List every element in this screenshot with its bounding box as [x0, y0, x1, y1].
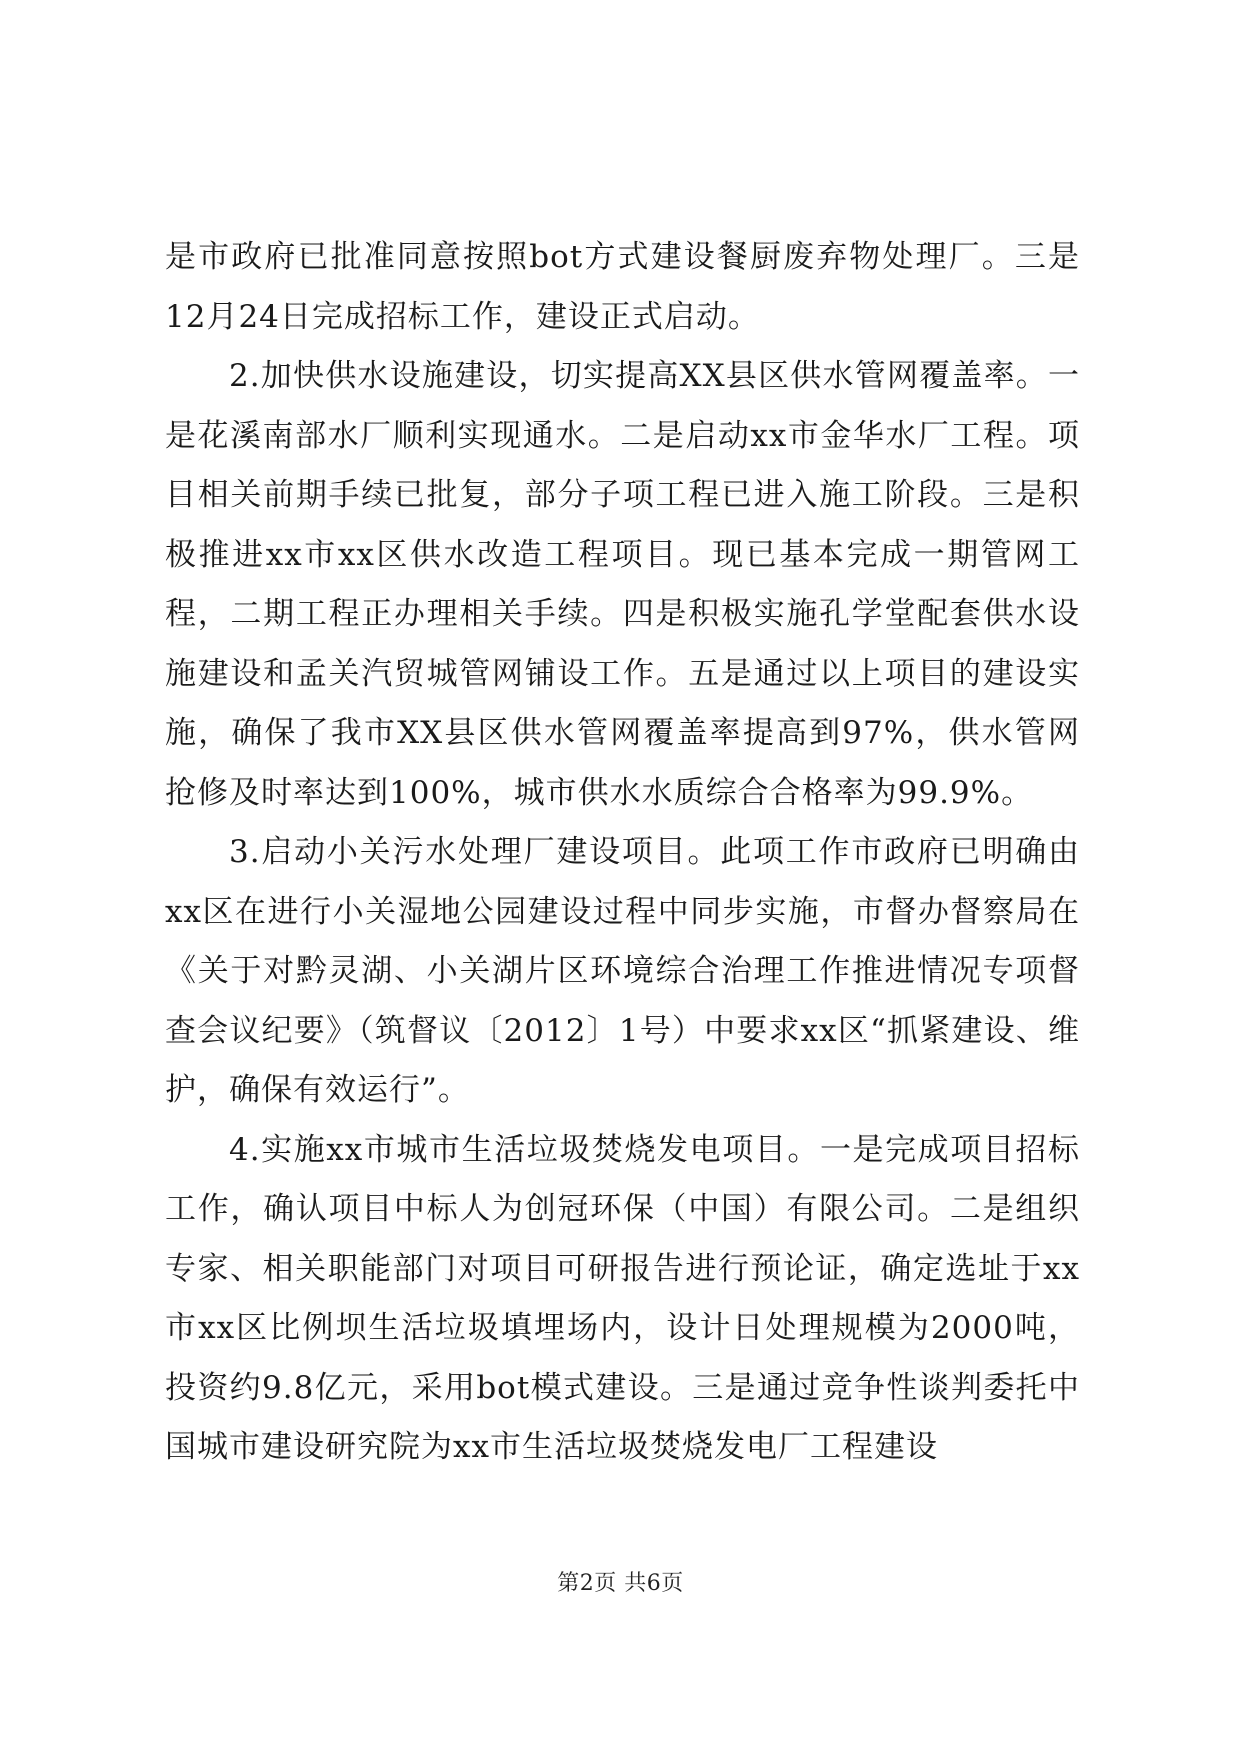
- paragraph-item-4: 4.实施xx市城市生活垃圾焚烧发电项目。一是完成项目招标工作，确认项目中标人为创冠环保（中国）有限公司。二是组织专家、相关职能部门对项目可研报告进行预论证，确定选址于xx市xx区比例坝生活垃圾填埋场内，设计日处理规模为2000吨，投资约9.8亿元，采用bot模式建设。三是通过竞争性谈判委托中国城市建设研究院为xx市生活垃圾焚烧发电厂工程建设: [165, 1131, 1080, 1465]
- paragraph-continuation: 是市政府已批准同意按照bot方式建设餐厨废弃物处理厂。三是12月24日完成招标工作，建设正式启动。: [165, 239, 1080, 335]
- paragraph-item-2: 2.加快供水设施建设，切实提高XX县区供水管网覆盖率。一是花溪南部水厂顺利实现通水。二是启动xx市金华水厂工程。项目相关前期手续已批复，部分子项工程已进入施工阶段。三是积极推进xx市xx区供水改造工程项目。现已基本完成一期管网工程，二期工程正办理相关手续。四是积极实施孔学堂配套供水设施建设和孟关汽贸城管网铺设工作。五是通过以上项目的建设实施，确保了我市XX县区供水管网覆盖率提高到97%，供水管网抢修及时率达到100%，城市供水水质综合合格率为99.9%。: [165, 358, 1080, 811]
- page-footer: [0, 1566, 1241, 1597]
- paragraph-item-3: 3.启动小关污水处理厂建设项目。此项工作市政府已明确由xx区在进行小关湿地公园建设过程中同步实施，市督办督察局在《关于对黔灵湖、小关湖片区环境综合治理工作推进情况专项督查会议纪要》（筑督议〔2012〕1号）中要求xx区“抓紧建设、维护，确保有效运行”。: [165, 834, 1080, 1108]
- page-number-label: 第2页 共6页: [557, 1571, 684, 1596]
- document-body: [165, 228, 1080, 1478]
